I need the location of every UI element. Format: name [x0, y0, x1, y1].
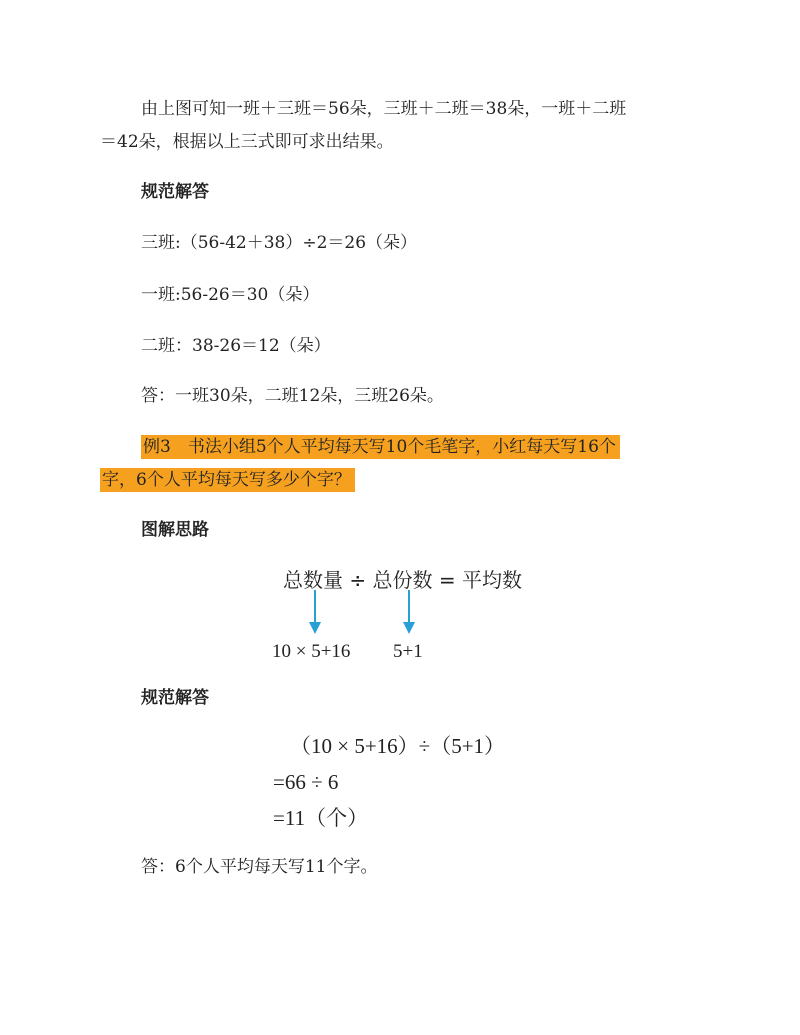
answer-step-class1: 一班:56-26＝30（朵）: [141, 285, 320, 305]
diagram-formula: 总数量 ÷ 总份数 = 平均数: [283, 568, 522, 592]
example-3-line-1: [141, 435, 620, 459]
diagram-total-value: 10 × 5+16: [272, 641, 351, 662]
answer-heading-2: 规范解答: [141, 688, 209, 708]
diagram-parts-value: 5+1: [393, 641, 423, 662]
example-3-line-2: [100, 468, 355, 492]
solution-diagram: [270, 560, 550, 670]
answer-final-1: 答：一班30朵，二班12朵，三班26朵。: [141, 386, 444, 406]
answer-step-class2: 二班：38-26＝12（朵）: [141, 336, 331, 356]
intro-line-2: ＝42朵，根据以上三式即可求出结果。: [100, 132, 394, 152]
answer-heading-1: 规范解答: [141, 182, 209, 202]
calc-line-3: =11（个）: [273, 806, 369, 830]
example-3-highlight-2: 字，6个人平均每天写多少个字？: [100, 468, 355, 492]
example-3-highlight-1: 例3 书法小组5个人平均每天写10个毛笔字，小红每天写16个: [141, 435, 620, 459]
intro-line-1: 由上图可知一班＋三班＝56朵，三班＋二班＝38朵，一班＋二班: [141, 99, 627, 119]
arrow-to-total: [309, 590, 321, 634]
answer-final-2: 答：6个人平均每天写11个字。: [141, 857, 378, 877]
calc-line-1: （10 × 5+16）÷（5+1）: [290, 734, 506, 758]
diagram-heading: 图解思路: [141, 520, 209, 540]
answer-step-class3: 三班:（56-42＋38）÷2＝26（朵）: [141, 233, 418, 253]
arrow-to-parts: [403, 590, 415, 634]
calc-line-2: =66 ÷ 6: [273, 770, 339, 794]
